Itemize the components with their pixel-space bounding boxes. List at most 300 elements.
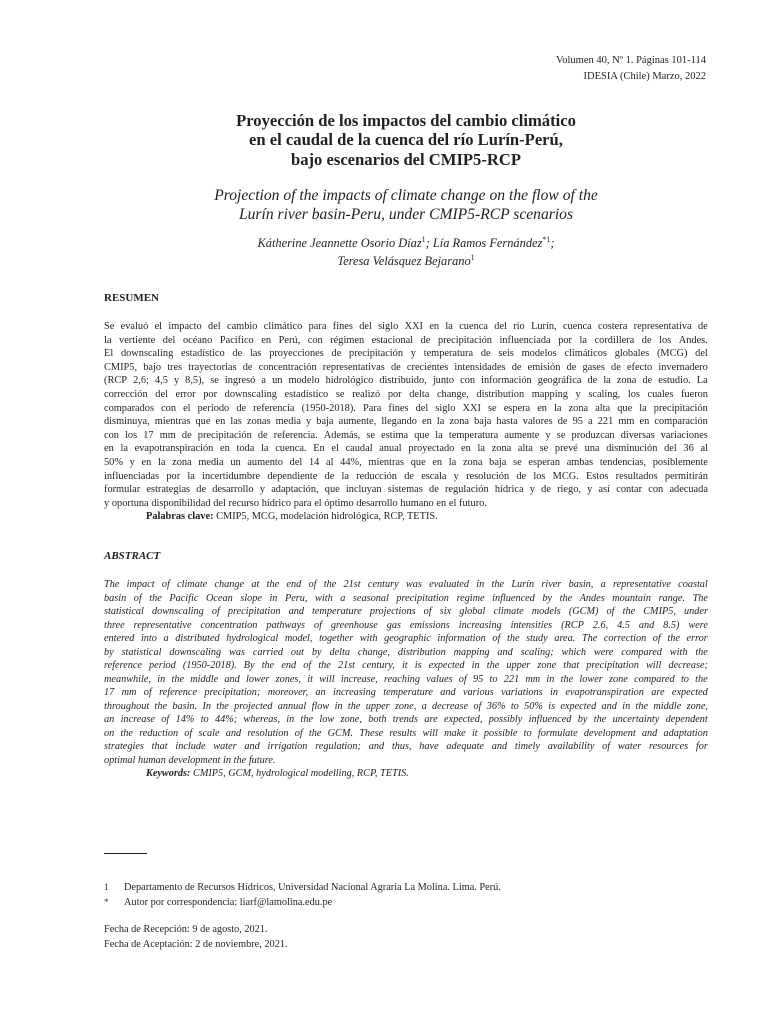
word: permitirán [664, 470, 708, 482]
word: se [210, 375, 219, 387]
word: the [695, 673, 708, 685]
word: upper [365, 700, 390, 712]
word: del [213, 497, 226, 509]
word: to [489, 673, 498, 685]
word: optimal [104, 754, 136, 766]
word: que [617, 402, 633, 414]
word: zona [616, 375, 637, 387]
word: results [389, 727, 417, 739]
word: de [257, 429, 268, 441]
word: projections [369, 606, 416, 617]
word: is [414, 660, 422, 671]
word: a [600, 579, 606, 590]
word: together [319, 633, 354, 644]
word: el [154, 321, 163, 332]
word: of [184, 727, 193, 739]
word: mm [525, 673, 541, 685]
word: development [168, 754, 221, 766]
word: diversas [620, 429, 655, 441]
word: by [542, 592, 553, 604]
text-line [104, 727, 708, 741]
word: reducción [356, 470, 397, 482]
word: lower [579, 673, 603, 685]
word: La [696, 375, 708, 387]
word: in [157, 673, 166, 685]
title-spanish-line: en el caudal de la cuenca del río Lurín-Perú, [249, 130, 563, 150]
author-separator: ; [425, 236, 433, 250]
text-line [104, 456, 708, 470]
word: distribution [476, 388, 525, 400]
word: development [583, 727, 636, 739]
word: scale [198, 727, 220, 739]
word: Ocean [205, 592, 233, 604]
word: del [415, 402, 429, 414]
word: referencia. [273, 429, 318, 441]
word: a [340, 592, 346, 604]
word: mm [159, 429, 176, 441]
word: whereas, [243, 714, 280, 725]
word: de [557, 416, 568, 428]
word: valores [522, 416, 553, 428]
word: zone [537, 660, 557, 671]
word: the [560, 673, 574, 685]
word: estadístico [181, 348, 225, 360]
word: of [652, 633, 661, 644]
word: (RCP [104, 375, 127, 387]
word: una [584, 443, 600, 455]
word: increasing [332, 687, 376, 698]
word: 36% [486, 700, 506, 712]
text-line [104, 632, 708, 646]
word: mountain [612, 592, 652, 604]
text-line [104, 740, 708, 754]
word: para [293, 497, 312, 509]
word: aumento [247, 456, 283, 468]
word: The [104, 579, 120, 590]
word: precipitación [437, 334, 492, 346]
word: así [598, 484, 611, 496]
word: the [491, 579, 505, 590]
word: zones, [275, 673, 301, 685]
word: evaluated [429, 579, 469, 590]
word: are [424, 714, 438, 725]
word: Lurín, [531, 321, 557, 332]
word: century [367, 579, 399, 590]
word: zone, [394, 700, 417, 712]
affiliation-mark: 1 [421, 234, 426, 244]
word: del [695, 348, 708, 360]
affiliation-mark: 1 [470, 252, 475, 262]
text-line [104, 619, 708, 633]
word: en [429, 321, 440, 332]
word: siglo [378, 321, 399, 332]
word: del [494, 321, 507, 332]
word: with [315, 592, 333, 604]
word: future. [248, 754, 276, 766]
word: possibly [488, 714, 523, 725]
word: El [104, 348, 114, 360]
word: by [311, 646, 322, 658]
word: values [426, 673, 453, 685]
word: intensidades [454, 361, 506, 373]
word: 95 [572, 416, 583, 428]
word: and [638, 619, 655, 631]
word: thus, [391, 741, 412, 752]
title-english-line: Lurín river basin-Peru, under CMIP5-RCP scenarios [238, 206, 574, 223]
word: were [688, 619, 708, 631]
word: y [173, 375, 180, 387]
word: and [244, 741, 260, 752]
word: three [104, 619, 125, 631]
author-separator: ; [550, 236, 555, 250]
word: la [477, 443, 485, 455]
word: llegando [381, 416, 417, 428]
word: in [550, 687, 558, 698]
text-line [104, 361, 708, 375]
word: de [541, 484, 551, 496]
word: prevé [554, 443, 578, 455]
word: trends [392, 714, 419, 725]
word: baja [489, 456, 507, 468]
word: expected [560, 700, 597, 712]
word: adaptation [663, 727, 708, 739]
word: climáticos [564, 348, 607, 360]
word: possible [483, 727, 518, 739]
word: of [458, 673, 467, 685]
word: de [236, 402, 247, 414]
word: baja [474, 416, 492, 428]
word: de [511, 361, 522, 373]
word: of [473, 700, 482, 712]
word: to [523, 727, 532, 739]
word: is [548, 700, 556, 712]
word: trayectorias [188, 361, 237, 373]
word: realizó [352, 388, 381, 400]
text-line [104, 320, 708, 334]
word: de [611, 361, 621, 373]
word: the [120, 727, 133, 739]
word: del [359, 321, 372, 332]
word: y [587, 484, 593, 496]
word: reference [104, 660, 142, 671]
text-line [104, 605, 708, 619]
word: influenced [528, 714, 572, 725]
word: the [171, 673, 184, 685]
word: espera [503, 402, 531, 414]
word: change, [436, 388, 469, 400]
word: formulate [537, 727, 578, 739]
word: carried [252, 646, 284, 658]
word: en [461, 443, 471, 455]
word: con [104, 429, 119, 441]
author-name: Teresa Velásquez Bejarano [337, 253, 471, 268]
word: 4.5 [617, 619, 630, 631]
word: posiblemente [652, 456, 708, 468]
word: Pacífico [219, 334, 254, 346]
word: by [577, 714, 588, 725]
word: the [506, 633, 520, 644]
word: intensities [510, 619, 553, 631]
word: de [587, 375, 598, 387]
word: alta [517, 443, 533, 455]
word: ambas [566, 456, 594, 468]
word: distributed [175, 633, 220, 644]
word: estima [381, 429, 409, 441]
word: the [622, 606, 636, 617]
word: compared [634, 673, 675, 685]
word: cordillera [594, 334, 635, 346]
word: del [162, 334, 176, 346]
text-line [104, 646, 708, 660]
word: in [471, 660, 480, 671]
word: modelo [288, 375, 320, 387]
word: proyectado [408, 443, 455, 455]
word: precipitation; [204, 687, 261, 698]
word: 44%, [340, 456, 362, 468]
word: 17 [104, 687, 115, 698]
word: of [492, 633, 501, 644]
text-line [104, 673, 708, 687]
word: delta [409, 388, 430, 400]
resumen-body [104, 320, 708, 524]
word: on [104, 727, 115, 739]
word: statistical [121, 646, 162, 658]
word: riego, [557, 484, 581, 496]
word: These [359, 727, 384, 739]
word: en [422, 416, 432, 428]
text-line [104, 402, 708, 416]
word: a [588, 416, 593, 428]
text-line [104, 334, 708, 348]
word: los [627, 388, 640, 400]
word: downscaling [224, 388, 277, 400]
word: reduction [139, 727, 179, 739]
abstract-body [104, 578, 708, 781]
word: various [463, 687, 494, 698]
word: influenced [492, 592, 535, 604]
word: of [143, 687, 152, 698]
word: por [558, 334, 572, 346]
word: incertidumbre [202, 470, 261, 482]
word: compared [621, 646, 662, 658]
word: the [635, 700, 649, 712]
word: basin. [172, 700, 198, 712]
word: expected [428, 660, 465, 671]
word: the [559, 592, 573, 604]
word: emisión [527, 361, 561, 373]
word: influenciada [499, 334, 551, 346]
word: the [318, 660, 331, 671]
title-english-line: Projection of the impacts of climate change on the flow of the [214, 187, 598, 204]
word: al [700, 443, 708, 455]
word: the [695, 646, 708, 658]
keywords-text: CMIP5, MCG, modelación hidrológica, RCP, TETIS. [213, 511, 438, 523]
word: meanwhile, [104, 673, 151, 685]
acceptance-date: Fecha de Aceptación: 2 de noviembre, 2021. [104, 939, 288, 950]
word: the [323, 579, 337, 590]
word: will [422, 727, 438, 739]
word: zona [491, 443, 512, 455]
word: in [223, 754, 231, 766]
word: caudal [345, 443, 373, 455]
word: de [697, 321, 708, 332]
word: six [439, 606, 452, 617]
word: with [669, 646, 688, 658]
word: the [347, 700, 361, 712]
author-line [104, 235, 708, 253]
word: variations [501, 687, 543, 698]
word: and [491, 741, 508, 752]
word: temperature [312, 606, 362, 617]
text-line [104, 700, 708, 714]
word: emissions [409, 619, 450, 631]
text-line [104, 442, 708, 456]
word: basin [104, 592, 127, 604]
word: estacional [371, 334, 414, 346]
word: resources [649, 741, 689, 752]
word: estudio. [658, 375, 691, 387]
word: in [622, 700, 631, 712]
word: 221 [503, 673, 520, 685]
word: Lurín [511, 579, 535, 590]
volume-info: Volumen 40, Nº 1. Páginas 101-114 [556, 55, 706, 66]
word: in [286, 714, 295, 725]
word: estrategias [146, 484, 191, 496]
word: 17 [143, 429, 154, 441]
word: Para [362, 402, 382, 414]
word: a [163, 633, 169, 644]
word: se [556, 429, 566, 441]
word: modelos [521, 348, 557, 360]
word: un [272, 375, 283, 387]
word: referencia [253, 402, 295, 414]
word: it [307, 673, 313, 685]
word: throughout [104, 700, 150, 712]
word: de [480, 348, 491, 360]
word: were [593, 646, 614, 658]
text-line [104, 659, 708, 673]
word: it [471, 727, 478, 739]
word: decrease [432, 700, 469, 712]
word: para [308, 321, 327, 332]
word: globales [614, 348, 650, 360]
word: in [546, 673, 555, 685]
word: that [563, 660, 580, 671]
word: was [405, 579, 422, 590]
word: proyecciones [269, 348, 324, 360]
word: The [581, 633, 598, 644]
word: climate [177, 579, 208, 590]
word: XXI [462, 402, 481, 414]
word: toda [236, 443, 255, 455]
text-line [104, 578, 708, 592]
word: media [275, 416, 301, 428]
word: MCG. [552, 470, 579, 482]
word: models [531, 606, 561, 617]
footnote-text: Autor por correspondencia: liarf@lamolina.edu.pe [124, 897, 333, 908]
word: junto [432, 375, 455, 387]
word: gas [386, 619, 401, 631]
word: and [224, 673, 240, 685]
word: and [288, 606, 304, 617]
word: y [129, 456, 135, 468]
word: distribution [397, 646, 446, 658]
word: delta [329, 646, 350, 658]
word: mientras [154, 416, 191, 428]
title-spanish-line: Proyección de los impactos del cambio climático [236, 111, 576, 130]
resumen-heading: RESUMEN [104, 292, 160, 304]
word: of [161, 714, 170, 725]
word: in [269, 592, 278, 604]
word: climático [263, 321, 303, 332]
word: representative [613, 579, 671, 590]
text-line [104, 470, 708, 484]
author-name: Lía Ramos Fernández [432, 236, 543, 250]
word: Pacific [169, 592, 199, 604]
word: la [104, 334, 112, 346]
word: 2.6, [592, 619, 609, 631]
word: y [575, 388, 581, 400]
word: Además, [323, 429, 361, 441]
word: irrigation [267, 741, 308, 752]
word: En [313, 443, 325, 455]
word: a [261, 375, 266, 387]
word: low [319, 714, 335, 725]
word: correction [603, 633, 647, 644]
word: make [444, 727, 466, 739]
word: Andes. [678, 334, 708, 346]
word: the [266, 579, 280, 590]
word: temperature [383, 687, 433, 698]
footnote-divider [104, 853, 147, 854]
word: de [324, 470, 335, 482]
word: que [195, 416, 211, 428]
word: seasonal [352, 592, 389, 604]
word: de [196, 484, 207, 496]
word: Perú, [278, 334, 301, 346]
word: 14% [175, 714, 195, 725]
word: que [324, 484, 340, 496]
word: period [149, 660, 176, 671]
author-name: Kátherine Jeannette Osorio Díaz [257, 236, 422, 250]
word: annual [277, 700, 307, 712]
word: The [692, 592, 708, 604]
word: the [261, 660, 275, 671]
word: disminuya, [104, 416, 150, 428]
word: que [414, 429, 430, 441]
word: cuales [647, 388, 674, 400]
word: óptimo [324, 497, 354, 509]
word: downscaling [120, 348, 174, 360]
word: uncertainty [612, 714, 660, 725]
word: and [497, 646, 513, 658]
word: error [175, 388, 196, 400]
word: se [488, 402, 497, 414]
word: of [423, 606, 432, 617]
word: by [104, 646, 114, 658]
word: y [104, 497, 110, 509]
word: se [513, 456, 522, 468]
word: representative [133, 619, 192, 631]
word: esperan [528, 456, 560, 468]
word: de [232, 348, 243, 360]
word: de [566, 361, 577, 373]
word: to [200, 714, 209, 725]
word: hydrological [226, 633, 279, 644]
word: with [359, 633, 378, 644]
word: y [306, 416, 312, 428]
word: study [526, 633, 548, 644]
